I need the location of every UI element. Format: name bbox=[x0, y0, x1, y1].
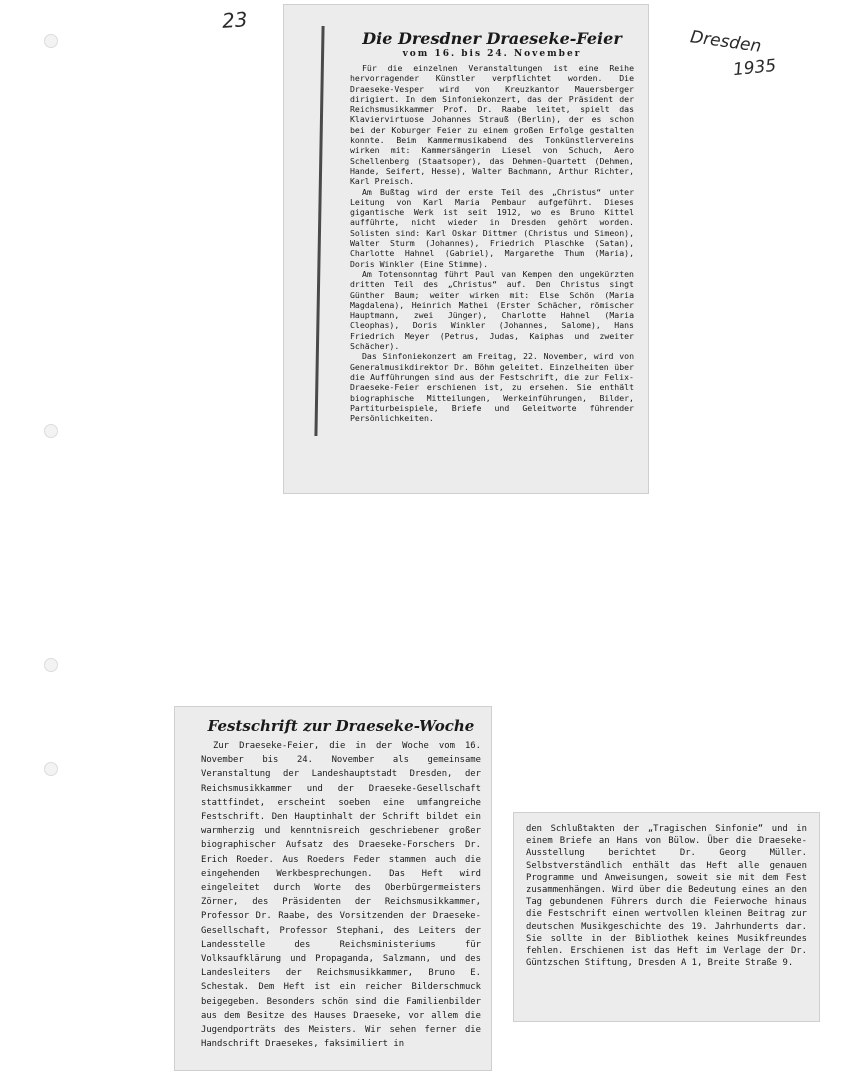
handwritten-year-note: 1935 bbox=[732, 55, 778, 81]
newspaper-clipping-feier bbox=[283, 4, 649, 494]
newspaper-clipping-festschrift bbox=[174, 706, 492, 1071]
article-paragraph: Zur Draeseke-Feier, die in der Woche vom 16. November bis 24. November als gemeinsame Veranstaltung der Landeshauptstadt Dresden, der Reichsmusikkammer und der Draeseke-Gesellschaft stattfindet, erscheint soeben eine umfangreiche Festschrift. Den Hauptinhalt der Schrift bildet ein warmherzig und kenntnisreich geschriebener großer biographischer Aufsatz des Draeseke-Forschers Dr. Erich Roeder. Aus Roeders Feder stammen auch die eingehenden Werkbesprechungen. Das Heft wird eingeleitet durch Worte des Oberbürgermeisters Zörner, des Präsidenten der Reichsmusikkammer, Professor Dr. Raabe, des Vorsitzenden der Draeseke-Gesellschaft, Professor Stephani, des Leiters der Landesstelle des Reichsministeriums für Volksaufklärung und Propaganda, Salzmann, und des Landesleiters der Reichsmusikkammer, Bruno E. Schestak. Dem Heft ist ein reicher Bilderschmuck beigegeben. Besonders schön sind die Familienbilder aus dem Besitze des Hauses Draeseke, vor allem die Jugendporträts des Meisters. Wir sehen ferner die Handschrift Draesekes, faksimiliert in bbox=[201, 741, 481, 1050]
article-paragraph: Am Totensonntag führt Paul van Kempen den ungekürzten dritten Teil des „Christus“ auf. Den Christus singt Günther Baum; weiter wirken mit: Else Schön (Maria Magdalena), Heinrich Mathei (Erster Schächer, römischer Hauptmann, zwei Jünger), Charlotte Hahnel (Maria Cleophas), Doris Winkler (Johannes, Salome), Hans Friedrich Meyer (Petrus, Judas, Kaiphas und zweiter Schächer). bbox=[350, 268, 634, 352]
handwritten-page-number: 23 bbox=[221, 7, 249, 33]
handwritten-place-note: Dresden bbox=[688, 27, 763, 57]
article-paragraph: Am Bußtag wird der erste Teil des „Christus“ unter Leitung von Karl Maria Pembaur aufgeführt. Dieses gigantische Werk ist seit 1912, wo es Bruno Kittel aufführte, nicht wieder in Dresden gehört worden. Solisten sind: Karl Oskar Dittmer (Christus und Simeon), Walter Sturm (Johannes), Friedrich Plaschke (Satan), Charlotte Hahnel (Gabriel), Margarethe Thum (Maria), Doris Winkler (Eine Stimme). bbox=[350, 186, 634, 269]
article-paragraph: Für die einzelnen Veranstaltungen ist eine Reihe hervorragender Künstler verpflichtet worden. Die Draeseke-Vesper wird von Kreuzkantor Mauersberger dirigiert. In dem Sinfoniekonzert, das der Präsident der Reichsmusikkammer Prof. Dr. Raabe leitet, spielt das Klaviervirtuose Johannes Strauß (Berlin), der es schon bei der Koburger Feier zu einem großen Erfolge gestalten konnte. Beim Kammermusikabend des Tonkünstlervereins wirken mit: Kammersängerin Liesel von Schuch, Aero Schellenberg (Staatsoper), das Dehmen-Quartett (Dehmen, Hande, Seifert, Hesse), Walter Bachmann, Arthur Richter, Karl Preisch. bbox=[350, 63, 634, 187]
article-paragraph: den Schlußtakten der „Tragischen Sinfonie“ und in einem Briefe an Hans von Bülow. Über die Draeseke-Ausstellung berichtet Dr. Georg Müller. Selbstverständlich enthält das Heft alle genauen Programme und Anweisungen, soweit sie mit dem Fest zusammenhängen. Wird über die Bedeutung eines an den Tag gebundenen Führers durch die Feierwoche hinaus die Festschrift einen wertvollen kleinen Beitrag zur deutschen Musikgeschichte des 19. Jahrhunderts dar. Sie sollte in der Bibliothek keines Musikfreundes fehlen. Erschienen ist das Heft im Verlage der Dr. Güntzschen Stiftung, Dresden A 1, Breite Straße 9. bbox=[526, 824, 807, 969]
punch-hole-upper bbox=[44, 424, 58, 438]
article-paragraph: Das Sinfoniekonzert am Freitag, 22. November, wird von Generalmusikdirektor Dr. Böhm geleitet. Einzelheiten über die Aufführungen sind aus der Festschrift, die zur Felix-Draeseke-Feier erschienen ist, zu ersehen. Sie enthält biographische Mitteilungen, Werkeinführungen, Bilder, Partiturbeispiele, Briefe und Geleitworte führender Persönlichkeiten. bbox=[350, 351, 634, 424]
clipping-subhead: vom 16. bis 24. November bbox=[402, 49, 582, 59]
clipping-headline: Die Dresdner Draeseke-Feier bbox=[362, 29, 622, 48]
punch-hole-top bbox=[44, 34, 58, 48]
punch-hole-lower bbox=[44, 658, 58, 672]
punch-hole-bottom bbox=[44, 762, 58, 776]
newspaper-clipping-festschrift-continued bbox=[513, 812, 820, 1022]
clipping-headline: Festschrift zur Draeseke-Woche bbox=[207, 717, 475, 735]
